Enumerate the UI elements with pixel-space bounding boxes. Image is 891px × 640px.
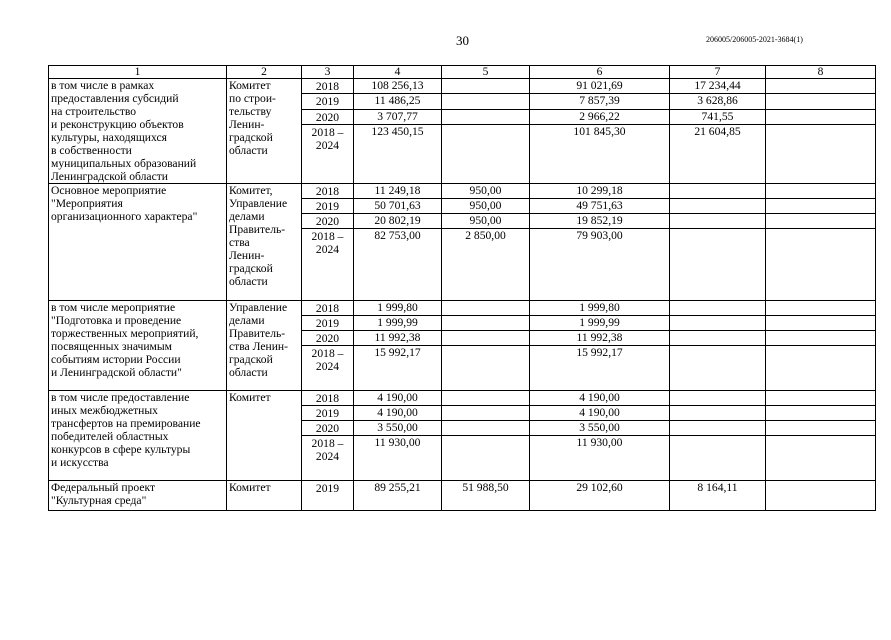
total-cell: 11 930,00	[354, 436, 442, 481]
regional-budget-cell: 19 852,19	[530, 214, 670, 229]
federal-budget-cell: 51 988,50	[442, 481, 530, 511]
header-cell: 1	[49, 66, 227, 79]
year-cell: 2018 – 2024	[302, 346, 354, 391]
other-sources-cell	[766, 229, 876, 301]
federal-budget-cell	[442, 79, 530, 94]
local-budget-cell: 741,55	[670, 109, 766, 124]
total-cell: 3 707,77	[354, 109, 442, 124]
total-cell: 11 486,25	[354, 94, 442, 109]
federal-budget-cell	[442, 346, 530, 391]
other-sources-cell	[766, 184, 876, 199]
other-sources-cell	[766, 94, 876, 109]
header-cell: 4	[354, 66, 442, 79]
year-cell: 2018	[302, 301, 354, 316]
federal-budget-cell	[442, 301, 530, 316]
regional-budget-cell: 1 999,99	[530, 316, 670, 331]
executor-cell: Управление делами Правитель- ства Ленин- градской области	[227, 301, 302, 391]
local-budget-cell	[670, 199, 766, 214]
local-budget-cell	[670, 421, 766, 436]
year-cell: 2019	[302, 481, 354, 511]
year-cell: 2018	[302, 184, 354, 199]
year-cell: 2020	[302, 214, 354, 229]
local-budget-cell	[670, 184, 766, 199]
total-cell: 1 999,99	[354, 316, 442, 331]
year-cell: 2018	[302, 79, 354, 94]
other-sources-cell	[766, 391, 876, 406]
other-sources-cell	[766, 421, 876, 436]
federal-budget-cell	[442, 124, 530, 183]
federal-budget-cell: 950,00	[442, 184, 530, 199]
year-cell: 2020	[302, 421, 354, 436]
other-sources-cell	[766, 199, 876, 214]
regional-budget-cell: 7 857,39	[530, 94, 670, 109]
executor-cell: Комитет по строи- тельству Ленин- градской области	[227, 79, 302, 184]
other-sources-cell	[766, 301, 876, 316]
total-cell: 15 992,17	[354, 346, 442, 391]
other-sources-cell	[766, 436, 876, 481]
regional-budget-cell: 10 299,18	[530, 184, 670, 199]
header-cell: 3	[302, 66, 354, 79]
executor-cell: Комитет	[227, 481, 302, 511]
year-cell: 2018 – 2024	[302, 436, 354, 481]
total-cell: 82 753,00	[354, 229, 442, 301]
year-cell: 2020	[302, 331, 354, 346]
regional-budget-cell: 1 999,80	[530, 301, 670, 316]
local-budget-cell	[670, 406, 766, 421]
federal-budget-cell: 2 850,00	[442, 229, 530, 301]
total-cell: 4 190,00	[354, 391, 442, 406]
other-sources-cell	[766, 481, 876, 511]
other-sources-cell	[766, 331, 876, 346]
regional-budget-cell: 4 190,00	[530, 391, 670, 406]
federal-budget-cell	[442, 109, 530, 124]
other-sources-cell	[766, 214, 876, 229]
regional-budget-cell: 101 845,30	[530, 124, 670, 183]
year-cell: 2018 – 2024	[302, 229, 354, 301]
table-row	[49, 301, 876, 316]
activity-name-cell: в том числе мероприятие "Подготовка и проведение торжественных мероприятий, посвященных значимым событиям истории России и Ленинградской области"	[49, 301, 227, 391]
table-row	[49, 79, 876, 94]
total-cell: 50 701,63	[354, 199, 442, 214]
year-cell: 2019	[302, 94, 354, 109]
other-sources-cell	[766, 346, 876, 391]
federal-budget-cell	[442, 391, 530, 406]
federal-budget-cell	[442, 331, 530, 346]
year-cell: 2020	[302, 109, 354, 124]
regional-budget-cell: 49 751,63	[530, 199, 670, 214]
local-budget-cell	[670, 316, 766, 331]
executor-cell: Комитет, Управление делами Правитель- ства Ленин- градской области	[227, 184, 302, 301]
header-cell: 2	[227, 66, 302, 79]
local-budget-cell: 21 604,85	[670, 124, 766, 183]
header-cell: 5	[442, 66, 530, 79]
total-cell: 11 249,18	[354, 184, 442, 199]
header-cell: 7	[670, 66, 766, 79]
total-cell: 1 999,80	[354, 301, 442, 316]
regional-budget-cell: 4 190,00	[530, 406, 670, 421]
regional-budget-cell: 15 992,17	[530, 346, 670, 391]
activity-name-cell: Основное мероприятие "Мероприятия организационного характера"	[49, 184, 227, 301]
other-sources-cell	[766, 406, 876, 421]
table-row	[49, 184, 876, 199]
regional-budget-cell: 91 021,69	[530, 79, 670, 94]
year-cell: 2019	[302, 406, 354, 421]
total-cell: 4 190,00	[354, 406, 442, 421]
table-row	[49, 391, 876, 406]
other-sources-cell	[766, 316, 876, 331]
other-sources-cell	[766, 79, 876, 94]
regional-budget-cell: 3 550,00	[530, 421, 670, 436]
total-cell: 89 255,21	[354, 481, 442, 511]
federal-budget-cell	[442, 316, 530, 331]
year-cell: 2018	[302, 391, 354, 406]
header-cell: 8	[766, 66, 876, 79]
table-header-row	[49, 66, 876, 79]
local-budget-cell	[670, 436, 766, 481]
activity-name-cell: в том числе в рамках предоставления субсидий на строительство и реконструкцию объектов культуры, находящихся в собственности муниципальных образований Ленинградской области	[49, 79, 227, 184]
total-cell: 11 992,38	[354, 331, 442, 346]
total-cell: 20 802,19	[354, 214, 442, 229]
local-budget-cell	[670, 214, 766, 229]
local-budget-cell	[670, 229, 766, 301]
federal-budget-cell	[442, 94, 530, 109]
year-cell: 2019	[302, 199, 354, 214]
other-sources-cell	[766, 109, 876, 124]
federal-budget-cell	[442, 421, 530, 436]
total-cell: 3 550,00	[354, 421, 442, 436]
regional-budget-cell: 2 966,22	[530, 109, 670, 124]
executor-cell: Комитет	[227, 391, 302, 481]
activity-name-cell: в том числе предоставление иных межбюджетных трансфертов на премирование победителей областных конкурсов в сфере культуры и искусства	[49, 391, 227, 481]
local-budget-cell	[670, 346, 766, 391]
regional-budget-cell: 11 930,00	[530, 436, 670, 481]
local-budget-cell: 3 628,86	[670, 94, 766, 109]
regional-budget-cell: 29 102,60	[530, 481, 670, 511]
activity-name-cell: Федеральный проект "Культурная среда"	[49, 481, 227, 511]
year-cell: 2018 – 2024	[302, 124, 354, 183]
local-budget-cell	[670, 331, 766, 346]
local-budget-cell: 8 164,11	[670, 481, 766, 511]
federal-budget-cell	[442, 436, 530, 481]
total-cell: 108 256,13	[354, 79, 442, 94]
local-budget-cell	[670, 301, 766, 316]
regional-budget-cell: 79 903,00	[530, 229, 670, 301]
year-cell: 2019	[302, 316, 354, 331]
table-row	[49, 481, 876, 511]
document-id: 206005/206005-2021-3684(1)	[706, 35, 803, 44]
federal-budget-cell: 950,00	[442, 199, 530, 214]
total-cell: 123 450,15	[354, 124, 442, 183]
other-sources-cell	[766, 124, 876, 183]
local-budget-cell: 17 234,44	[670, 79, 766, 94]
regional-budget-cell: 11 992,38	[530, 331, 670, 346]
local-budget-cell	[670, 391, 766, 406]
financing-table	[48, 65, 876, 511]
page-number: 30	[456, 33, 469, 48]
federal-budget-cell	[442, 406, 530, 421]
header-cell: 6	[530, 66, 670, 79]
federal-budget-cell: 950,00	[442, 214, 530, 229]
